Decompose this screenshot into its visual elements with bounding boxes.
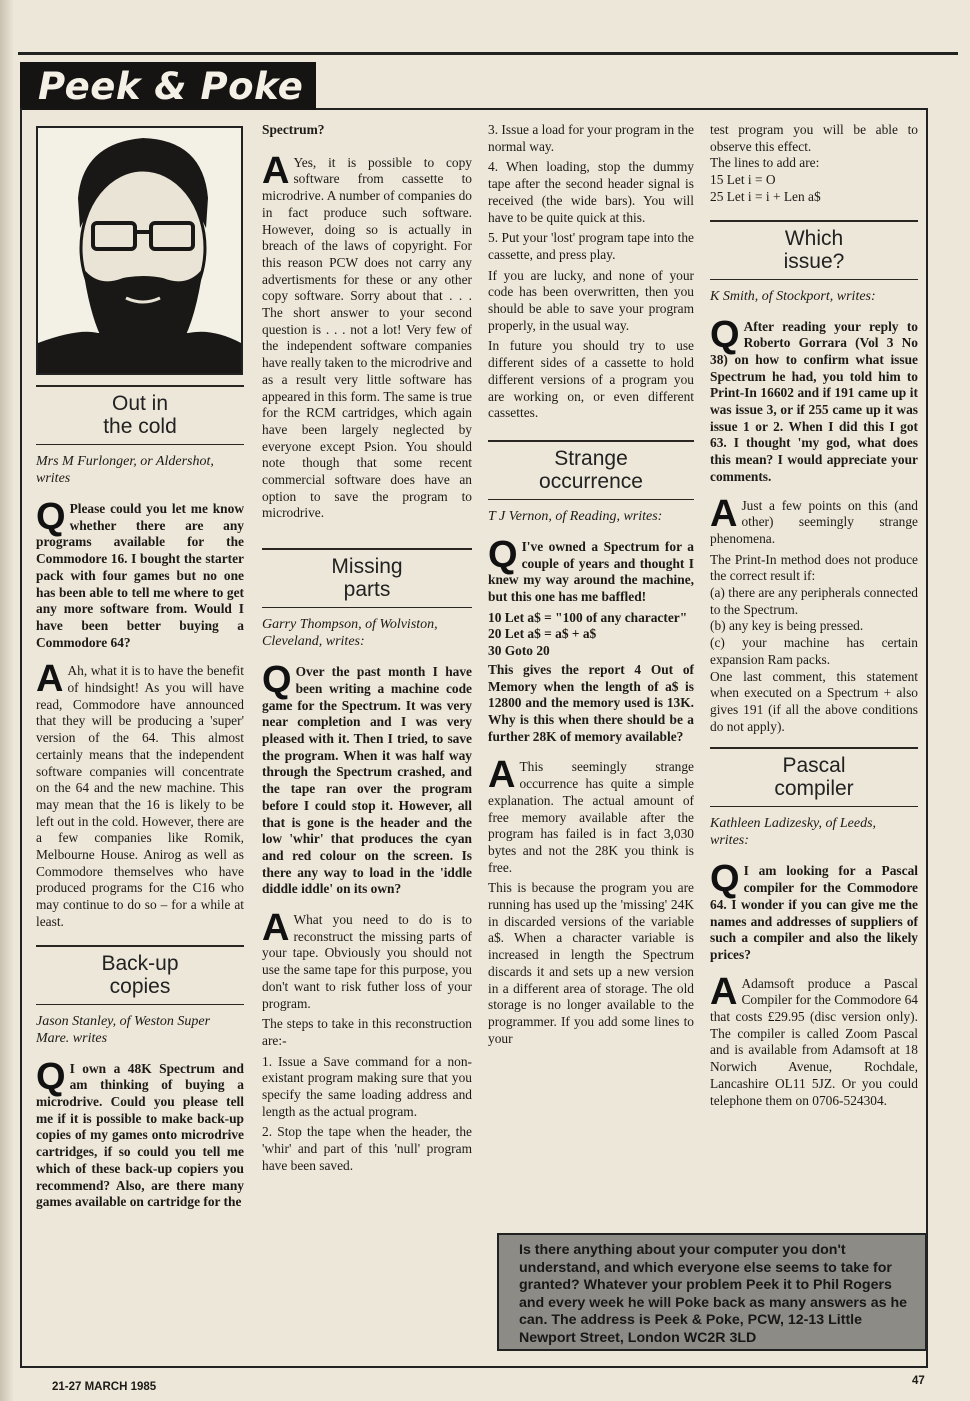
answer-paragraph-2: The Print-In method does not produce the correct result if: — [710, 551, 918, 584]
question-paragraph — [36, 1055, 244, 1211]
step-4: 4. When loading, stop the dummy tape after the second header signal is received (the wide bars). You will have to be quite quick at this. — [488, 159, 694, 225]
byline: Kathleen Ladizesky, of Leeds, writes: — [710, 816, 877, 849]
frame-rule-left — [20, 108, 22, 1366]
masthead — [20, 62, 316, 110]
step-5: 5. Put your 'lost' program tape into the cassette, and press play. — [488, 230, 694, 262]
section-title-line: occurrence — [539, 469, 643, 493]
paragraph-future: In future you should try to use different sides of a cassette to hold different versions of a program you are working on, or even different cassettes. — [488, 338, 694, 421]
answer-paragraph — [262, 149, 472, 522]
section-title-line: the cold — [103, 415, 177, 438]
answer-text: Ah, what it is to have the benefit of hindsight! As you will have read, Commodore have announced that they will be producing a 'super' version of the 64. This almost certainly means that the independent software companies will concentrate on the 64 and the new machine. This may mean that the 16 is likely to be left out in the cold. However, there are a few companies like Romik, Melbourne House. Anirog as well as Commodore themselves who have produced programs for the C16 who may continue to do so – for a while at least. — [36, 663, 244, 929]
step-3: 3. Issue a load for your program in the normal way. — [488, 122, 694, 154]
code-line-15: 15 Let i = O — [710, 172, 776, 188]
section-title-line: issue? — [783, 249, 845, 273]
answer-text: Yes, it is possible to copy software from cassette to microdrive. A number of companies do in fact produce such software. However, doing so is actually in breach of the laws of copyright. For this reason PCW does not carry any advertisments for these or any other copy software. Sorry about that . . . The short answer to your second question is . . . not a lot! Very few of the independent software companies have really taken to the microdrive and as a result very little software has appeared in this form. The same is true for the RCM cartridges, which again have been largely neglected by everyone except Psion. You should note though that some recent commercial software does have an option to save the program to microdrive. — [262, 154, 472, 521]
page-number: 47 — [912, 1375, 925, 1387]
byline: T J Vernon, of Reading, writes: — [488, 508, 663, 524]
section-title-line: Out in — [111, 392, 169, 415]
promo-box — [497, 1233, 927, 1351]
section-title-backup-copies — [36, 945, 244, 1005]
question-paragraph — [262, 659, 472, 898]
dropcap-q: Q — [36, 496, 66, 538]
answer-text: What you need to do is to reconstruct the missing parts of your tape. Obviously you should not use the same tape for this purpose, you don't want to risk futher loss of your program. — [262, 912, 472, 1011]
section-title-line: Which — [784, 226, 844, 250]
footer-date: 21-27 MARCH 1985 — [52, 1381, 157, 1393]
question-continued: Spectrum? — [262, 122, 325, 137]
column-2 — [262, 122, 472, 1179]
dropcap-q: Q — [488, 533, 518, 576]
answer-paragraph — [262, 907, 472, 1012]
question-text: I am looking for a Pascal compiler for the Commodore 64. I wonder if you can give me the names and addresses of suppliers of such a compiler and also the likely prices? — [710, 863, 918, 962]
section-title-line: Missing — [331, 555, 403, 579]
question-text: Please could you let me know whether there are any programs available for the Commodore 16. I bought the starter pack with four games but no one has been able to tell me where to get any more software from. Would I have been better buying a Commodore 64? — [36, 501, 244, 650]
masthead-title: Peek & Poke — [38, 65, 304, 108]
section-title-pascal-compiler — [710, 747, 918, 807]
answer-paragraph — [710, 970, 918, 1110]
top-rule — [18, 52, 958, 55]
section-title-strange-occurrence — [488, 440, 694, 500]
answer-paragraph — [488, 754, 694, 876]
byline: Garry Thompson, of Wolviston, Cleveland, writes: — [262, 617, 438, 650]
section-title-missing-parts — [262, 548, 472, 608]
dropcap-q: Q — [262, 659, 292, 702]
section-title-line: Strange — [554, 446, 628, 470]
column-4 — [710, 122, 918, 1113]
condition-c: (c) your machine has certain expansion Ram packs. — [710, 635, 918, 667]
portrait-illustration — [38, 128, 241, 373]
byline: Jason Stanley, of Weston Super Mare. writes — [36, 1013, 211, 1046]
step-2: 2. Stop the tape when the header, the 'whir' and part of this 'null' program have been saved. — [262, 1124, 472, 1173]
byline: K Smith, of Stockport, writes: — [710, 288, 876, 304]
question-paragraph — [36, 496, 244, 651]
dropcap-q: Q — [36, 1055, 66, 1098]
dropcap-q: Q — [710, 313, 740, 356]
paragraph-lucky: If you are lucky, and none of your code has been overwritten, then you should be able to save your program properly, in the usual way. — [488, 267, 694, 333]
section-title-line: copies — [109, 974, 171, 998]
column-1 — [36, 126, 244, 1215]
answer-text: Adamsoft produce a Pascal Compiler for the Commodore 64 that costs £29.95 (disc version only). The compiler is called Zoom Pascal and is available from Adamsoft at 18 Norwich Avenue, Rochdale, Lancashire OL11 5JZ. Or you could telephone them on 0706-524304. — [710, 975, 918, 1108]
dropcap-a: A — [710, 492, 738, 535]
code-line-25: 25 Let i = i + Len a$ — [710, 188, 821, 204]
code-line-20: 20 Let a$ = a$ + a$ — [488, 626, 597, 642]
answer-paragraph-2: This is because the program you are running has used up the 'missing' 24K in discarded versions of the variable a$. When a character variable is increased in length the Spectrum discards it and sets up a new version in a different area of storage. The old storage is no longer available to the programmer. If you add some lines to your — [488, 880, 694, 1046]
frame-rule-right — [926, 108, 928, 1366]
frame-rule-bottom — [20, 1366, 928, 1368]
answer-paragraph-3: One last comment, this statement when executed on a Spectrum + also gives 191 (if all the above conditions do not apply). — [710, 668, 918, 734]
question-text-2: This gives the report 4 Out of Memory when the length of a$ is 12800 and the memory used is 13K. Why is this when there should be a further 28K of memory available? — [488, 661, 694, 744]
condition-a: (a) there are any peripherals connected to the Spectrum. — [710, 585, 918, 617]
question-paragraph — [488, 533, 694, 606]
answer-paragraph — [36, 658, 244, 930]
column-3 — [488, 122, 694, 1051]
lines-intro: The lines to add are: — [710, 155, 820, 171]
section-title-line: Pascal — [782, 754, 846, 778]
answer-text: Just a few points on this (and other) seemingly strange phenomena. — [710, 497, 918, 546]
byline: Mrs M Furlonger, or Aldershot, writes — [36, 454, 214, 486]
dropcap-a: A — [262, 149, 290, 192]
promo-text: Is there anything about your computer you don't understand, and which everyone else seems to take for granted? Whatever your problem Peek it to Phil Rogers and every week he will Poke back as many answers as he can. The address is Peek & Poke, PCW, 12-13 Little Newport Street, London WC2R 3LD — [519, 1242, 908, 1346]
answer-paragraph — [710, 492, 918, 548]
step-1: 1. Issue a Save command for a non-existant program making sure that you specify the same loading address and length as the actual program. — [262, 1053, 472, 1119]
question-text: After reading your reply to Roberto Gorrara (Vol 3 No 38) on how to confirm what issue Spectrum he had, you told him to Print-In 16602 and if 191 came up it was issue 3, or if 255 came up it was issue 1 or 2. When I did this I got 63. I thought 'my god, what does this mean? I would appreciate your comments. — [710, 318, 918, 484]
dropcap-a: A — [488, 754, 516, 797]
author-photo — [36, 126, 243, 375]
question-text: I own a 48K Spectrum and am thinking of buying a microdrive. Could you please tell me if it is possible to make back-up copies of my games onto microdrive cartridges, if so could you tell me which of these back-up copiers you recommend? Also, are there many games available on cartridge for the — [36, 1060, 244, 1210]
dropcap-a: A — [36, 658, 64, 701]
question-paragraph — [710, 313, 918, 486]
frame-rule-top — [316, 108, 927, 110]
section-title-out-in-cold — [36, 385, 244, 445]
dropcap-q: Q — [710, 858, 740, 901]
answer-continued: test program you will be able to observe this effect. — [710, 122, 918, 154]
condition-b: (b) any key is being pressed. — [710, 618, 864, 634]
code-line-10: 10 Let a$ = "100 of any character" — [488, 609, 688, 625]
section-title-line: compiler — [774, 777, 854, 801]
dropcap-a: A — [710, 970, 738, 1013]
page-gutter-shadow — [0, 0, 14, 1401]
section-title-which-issue — [710, 220, 918, 280]
question-text: I've owned a Spectrum for a couple of years and thought I knew my way around the machine, but this one has me baffled! — [488, 538, 694, 605]
question-text: Over the past month I have been writing a machine code game for the Spectrum. It was very near completion and I was very pleased with it. Then I tried, to save the program. When it was half way through the Spectrum crashed, and the tape ran over the program before I could stop it. However, all that is gone is the header and the low 'whir' that produces the cyan and red colour on the screen. Is there any way to load in the 'iddle diddle iddle' on its own? — [262, 664, 472, 897]
code-line-30: 30 Goto 20 — [488, 643, 550, 659]
question-paragraph — [710, 858, 918, 963]
steps-intro: The steps to take in this reconstruction are:- — [262, 1016, 472, 1048]
section-title-line: Back-up — [101, 951, 179, 975]
section-title-line: parts — [343, 578, 391, 602]
answer-text: This seemingly strange occurrence has quite a simple explanation. The actual amount of free memory available after the program has failed is in fact 3,030 bytes and not the 28K you think is free. — [488, 759, 694, 875]
dropcap-a: A — [262, 907, 290, 950]
